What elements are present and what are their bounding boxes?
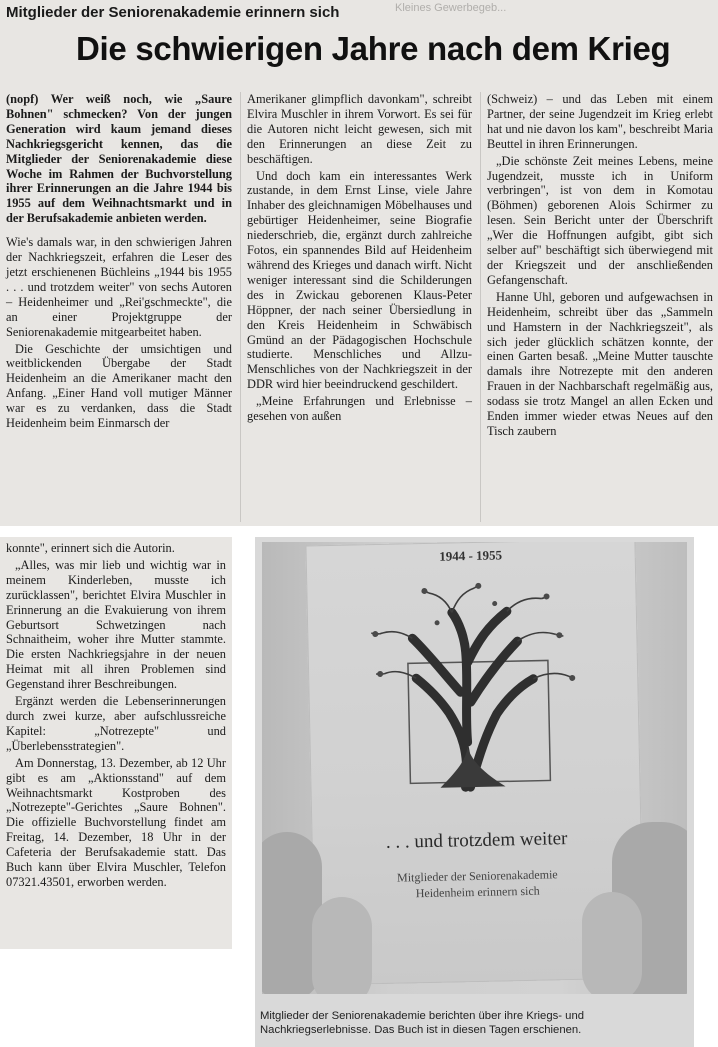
book-photo: [262, 542, 687, 994]
article-kicker: Mitglieder der Seniorenakademie erinnern sich: [6, 4, 340, 21]
article-paragraph: (Schweiz) – und das Leben mit einem Partner, der seine Jugendzeit im Krieg erlebt hat und nie davon los kam", beschreibt Maria Beuttel in ihren Erinnerungen.: [487, 92, 713, 151]
tree-illustration: [366, 580, 580, 799]
article-paragraph: „Meine Erfahrungen und Erlebnisse – gesehen von außen: [247, 394, 472, 424]
article-paragraph: Ergänzt werden die Lebenserinnerungen durch zwei kurze, aber aufschlussreiche Kapitel: „Notrezepte" und „Überlebensstrategien".: [6, 694, 226, 753]
book-subtitle-line: Mitglieder der Seniorenakademie: [396, 867, 558, 885]
article-headline: Die schwierigen Jahre nach dem Krieg: [76, 30, 671, 67]
article-continuation-block: [0, 537, 232, 949]
left-fingers: [312, 897, 372, 994]
photo-block: [255, 537, 694, 1047]
article-column-3: [487, 92, 713, 441]
article-lead: (nopf) Wer weiß noch, wie „Saure Bohnen" schmecken? Von der jungen Generation wird kaum jemand dieses Nachkriegsgericht kennen, das die Mitglieder der Seniorenakademie diese Woche im Rahmen der Buchvorstellung ihrer Erinnerungen an die Jahre 1944 bis 1955 auf dem Weihnachtsmarkt und in der Berufsakademie anbieten werden.: [6, 92, 232, 226]
article-column-2: [247, 92, 472, 426]
article-paragraph: „Alles, was mir lieb und wichtig war in meinem Kinderleben, musste ich zurücklassen", berichtet Elvira Muschler in Erinnerung an die Evakuierung von ihrem Geburtsort Schwetzingen nach Schnaitheim, woher ihre Mutter stammte. Die ersten Nachkriegsjahre in der neuen Heimat mit all ihren Problemen sind Gegenstand ihrer Beschreibungen.: [6, 557, 226, 692]
article-column-4: [6, 541, 226, 892]
column-divider: [480, 92, 481, 522]
photo-caption: Mitglieder der Seniorenakademie berichten über ihre Kriegs- und Nachkriegserlebnisse. Das Buch ist in diesen Tagen erschienen.: [260, 1010, 585, 1036]
article-paragraph: konnte", erinnert sich die Autorin.: [6, 541, 175, 555]
book-title: . . . und trotzdem weiter: [385, 828, 568, 853]
book-subtitle-line: Heidenheim erinnern sich: [415, 883, 540, 901]
article-paragraph: Amerikaner glimpflich davonkam", schreibt Elvira Muschler in ihrem Vorwort. Es sei für die Autoren nicht leicht gewesen, sich mit den Erinnerungen an diese Zeit zu beschäftigen.: [247, 92, 472, 166]
article-paragraph: Am Donnerstag, 13. Dezember, ab 12 Uhr gibt es am „Aktionsstand" auf dem Weihnachtsmarkt Kostproben des „Notrezepte"-Gerichtes „Saure Bohnen". Die offizielle Buchvorstellung findet am Freitag, 14. Dezember, 18 Uhr in der Cafeteria der Berufsakademie statt. Das Buch kann über Elvira Muschler, Telefon 07321.43501, erworben werden.: [6, 755, 226, 889]
article-paragraph: Hanne Uhl, geboren und aufgewachsen in Heidenheim, schreibt über das „Sammeln und Hamstern in der Nachkriegszeit", als sich jeder glücklich schätzen konnte, der einen Garten besaß. „Meine Mutter tauschte damals ihre Notrezepte mit den anderen Frauen in der Nachbarschaft regelmäßig aus, sodass sie trotz Mangel an allen Ecken und Enden immer wieder etwas Neues auf den Tisch zaubern: [487, 289, 713, 438]
column-divider: [240, 92, 241, 522]
book-years: 1944 - 1955: [439, 547, 503, 564]
right-fingers: [582, 892, 642, 994]
neighbor-article-fragment: Kleines Gewerbegeb...: [395, 2, 507, 14]
article-column-1: [6, 92, 232, 433]
article-paragraph: Wie's damals war, in den schwierigen Jahren der Nachkriegszeit, erfahren die Leser des jetzt erschienenen Büchleins „1944 bis 1955 . . . und trotzdem weiter" von sechs Autoren – Heidenheimer und „Rei'gschmeckte", die an einer Projektgruppe der Seniorenakademie mitgearbeitet haben.: [6, 235, 232, 339]
article-paragraph: Die Geschichte der umsichtigen und weitblickenden Übergabe der Stadt Heidenheim an die Amerikaner macht den Anfang. „Einer Hand voll mutiger Männer war es zu verdanken, dass die Stadt Heidenheim beim Einmarsch der: [6, 341, 232, 431]
article-paragraph: „Die schönste Zeit meines Lebens, meine Jugendzeit, musste ich in Uniform verbringen", ist von dem in Komotau (Böhmen) geborenen Alois Schirmer zu lesen. Sein Bericht unter der Überschrift „Wer die Hoffnungen aufgibt, gibt sich selber auf" beschäftigt sich überwiegend mit der Kriegszeit und der anschließenden Gefangenschaft.: [487, 153, 713, 287]
article-paragraph: Und doch kam ein interessantes Werk zustande, in dem Ernst Linse, viele Jahre Inhaber des gleichnamigen Möbelhauses und gebürtiger Heidenheimer, seine Biografie niederschrieb, die, ergänzt durch zahlreiche Fotos, ein spannendes Bild auf Heidenheim während des Krieges und danach wirft. Nicht weniger interessant sind die Schilderungen des in Zwickau geborenen Klaus-Peter Höppner, der nach seiner Übersiedlung in den Kreis Heidenheim in Schwäbisch Gmünd an der Pädagogischen Hochschule studierte. Menschliches und Allzu-Menschliches von der Nachkriegszeit in der DDR wird hier beeindruckend geschildert.: [247, 168, 472, 392]
